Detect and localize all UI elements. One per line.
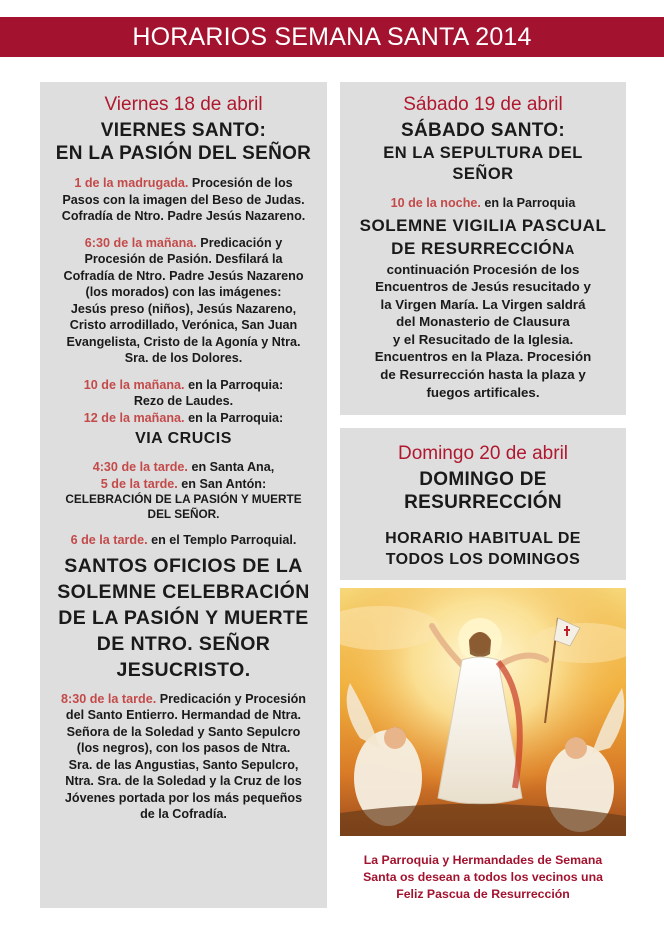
friday-event-2-line6: Cristo arrodillado, Verónica, San Juan: [69, 318, 298, 332]
saturday-desc-line2: Encuentros de Jesús resucitado y: [375, 279, 591, 295]
friday-event-7-line4: (los negros), con los pasos de Ntra.: [76, 741, 291, 755]
friday-event-6-title-line1: SANTOS OFICIOS DE LA: [64, 554, 303, 577]
saturday-vigil-line1: SOLEMNE VIGILIA PASCUAL: [359, 215, 607, 235]
saturday-desc-line7: de Resurrección hasta la plaza y: [380, 367, 586, 383]
page-title: HORARIOS SEMANA SANTA 2014: [132, 23, 532, 51]
saturday-desc-line8: fuegos artificales.: [426, 384, 540, 400]
friday-event-7-line3: Señora de la Soledad y Santo Sepulcro: [66, 724, 301, 739]
saturday-desc-line3: la Virgen María. La Virgen saldrá: [380, 296, 586, 312]
friday-event-2-line5: Jesús preso (niños), Jesús Nazareno,: [70, 301, 297, 316]
greeting-line3: Feliz Pascua de Resurrección: [396, 887, 570, 901]
sunday-title-line2: RESURRECCIÓN: [404, 492, 562, 513]
greeting-message: [340, 852, 626, 903]
saturday-title-line3: SEÑOR: [452, 165, 514, 183]
saturday-desc-line5: y el Resucitado de la Iglesia.: [392, 331, 574, 347]
friday-event-7-line7: Jóvenes portada por los más pequeños: [64, 790, 303, 805]
friday-event-2-line2: Procesión de Pasión. Desfilará la: [84, 252, 283, 266]
saturday-desc-line6: Encuentros en la Plaza. Procesión: [374, 349, 592, 365]
greeting-line1: La Parroquia y Hermandades de Semana: [363, 853, 603, 867]
friday-event-6-title-line2: SOLEMNE CELEBRACIÓN: [57, 580, 310, 603]
friday-event-1-line3: Cofradía de Ntro. Padre Jesús Nazareno.: [61, 209, 306, 223]
friday-event-6-title-line5: JESUCRISTO.: [116, 658, 251, 681]
friday-event-2-line4: (los morados) con las imágenes:: [85, 285, 282, 299]
saturday-title-line1: SÁBADO SANTO:: [401, 120, 565, 141]
friday-event-4: 12 de la mañana. en la Parroquia:: [83, 410, 284, 425]
friday-event-7-line5: Sra. de las Angustias, Santo Sepulcro,: [68, 757, 299, 772]
friday-event-7: 8:30 de la tarde. Predicación y Procesión: [61, 691, 306, 706]
friday-event-6-title-line3: DE LA PASIÓN Y MUERTE: [58, 606, 309, 629]
friday-event-7-line8: de la Cofradía.: [140, 807, 227, 821]
friday-event-5b: 5 de la tarde. en San Antón:: [100, 476, 267, 491]
friday-event-2-line7: Evangelista, Cristo de la Agonía y Ntra.: [66, 334, 301, 349]
friday-event-4-title: VIA CRUCIS: [135, 430, 232, 447]
saturday-time: 10 de la noche. en la Parroquia: [390, 196, 576, 210]
sunday-title-line1: DOMINGO DE: [419, 469, 547, 490]
sunday-panel: [340, 428, 626, 580]
sunday-date: Domingo 20 de abril: [397, 443, 569, 464]
saturday-desc-line4: del Monasterio de Clausura: [396, 314, 570, 330]
friday-event-5-line1: CELEBRACIÓN DE LA PASIÓN Y MUERTE: [65, 492, 302, 506]
sunday-habitual-line2: TODOS LOS DOMINGOS: [385, 551, 581, 568]
friday-event-2-line8: Sra. de los Dolores.: [124, 351, 243, 365]
friday-event-6: 6 de la tarde. en el Templo Parroquial.: [70, 533, 297, 547]
friday-event-6-title-line4: DE NTRO. SEÑOR: [96, 632, 271, 655]
saturday-vigil-line2: DE RESURRECCIÓNA: [391, 238, 575, 258]
saturday-panel: [340, 82, 626, 415]
friday-panel: [40, 82, 327, 908]
friday-event-7-line2: del Santo Entierro. Hermandad de Ntra.: [65, 708, 302, 722]
saturday-date: Sábado 19 de abril: [403, 94, 563, 115]
resurrection-illustration: [340, 588, 626, 836]
friday-event-3: 10 de la mañana. en la Parroquia:: [83, 377, 284, 392]
friday-event-1-line2: Pasos con la imagen del Beso de Judas.: [62, 192, 305, 207]
friday-event-2-line3: Cofradía de Ntro. Padre Jesús Nazareno: [63, 268, 304, 283]
friday-event-5: 4:30 de la tarde. en Santa Ana,: [92, 460, 275, 474]
sunday-habitual-line1: HORARIO HABITUAL DE: [385, 530, 581, 547]
greeting-line2: Santa os desean a todos los vecinos una: [363, 870, 603, 884]
friday-event-3-line1: Rezo de Laudes.: [133, 394, 234, 408]
friday-title-line1: VIERNES SANTO:: [100, 120, 267, 141]
friday-event-7-line6: Ntra. Sra. de la Soledad y la Cruz de los: [65, 774, 302, 788]
saturday-title-line2: EN LA SEPULTURA DEL: [383, 144, 583, 162]
friday-event-2: 6:30 de la mañana. Predicación y: [84, 235, 283, 250]
friday-event-1: 1 de la madrugada. Procesión de los: [74, 176, 293, 190]
friday-date: Viernes 18 de abril: [104, 94, 263, 115]
resurrection-image: [340, 588, 626, 836]
page-title-banner: [0, 17, 664, 57]
saturday-desc-line1: continuación Procesión de los: [386, 261, 580, 277]
friday-title-line2: EN LA PASIÓN DEL SEÑOR: [55, 143, 312, 164]
friday-event-5-line2: DEL SEÑOR.: [147, 507, 220, 521]
friday-event-6-title: [48, 553, 319, 683]
